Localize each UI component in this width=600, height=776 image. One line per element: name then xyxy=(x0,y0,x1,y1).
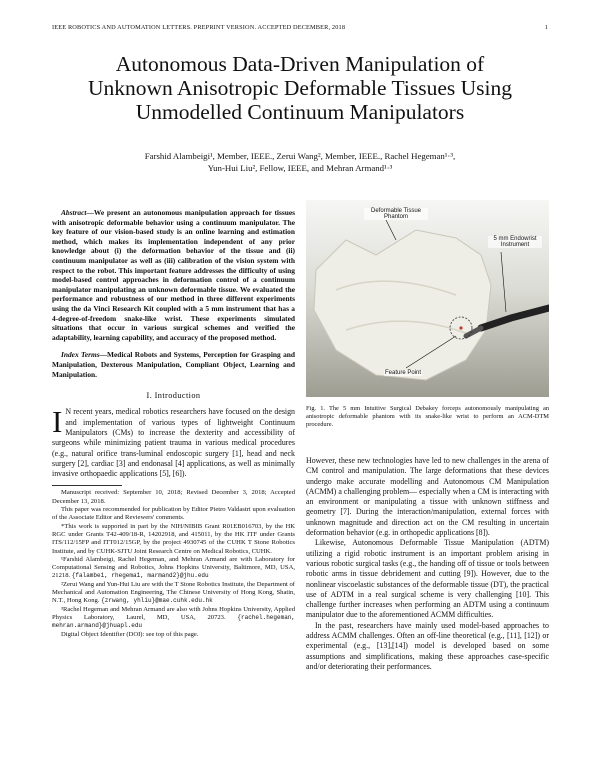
page-number: 1 xyxy=(544,24,548,31)
phantom-pointer xyxy=(386,220,396,240)
affiliation-2-text: ²Zerui Wang and Yun-Hui Liu are with the T Stone Robotics Institute, the Department of Mechanical and Automation Engineering, The Chinese University of Hong Kong, Shatin, N.T., Hong Kong. xyxy=(52,580,295,605)
right-paragraph-3: In the past, researchers have mainly used model-based approaches to address ACMM challenges. Often an off-line theoretical (e.g., [11], [12]) or experimental (e.g., [13],[14]) model is developed based on some assumptions and simplifications, making these approaches case-specific and/or deteriorating their performances. xyxy=(306,620,549,671)
label-tissue-phantom: Deformable Tissue Phantom xyxy=(364,208,428,220)
intro-paragraph xyxy=(52,404,295,479)
section-heading: I. Introduction xyxy=(146,391,201,401)
affiliation-3-text: ³Rachel Hegeman and Mehran Armand are also with Johns Hopkins University, Applied Physics Laboratory, Laurel, MD, USA, 20723. xyxy=(52,605,295,621)
instrument-shaft xyxy=(481,308,549,328)
affiliation-1-text: ¹Farshid Alambeigi, Rachel Hegeman, and Mehran Armand are with Laboratory for Computational Sensing and Robotics, Johns Hopkins University, Baltimore, MD, USA, 21218. xyxy=(52,555,295,580)
index-terms xyxy=(52,350,295,379)
author-line-1: Farshid Alambeigi¹, Member, IEEE., Zerui Wang², Member, IEEE., Rachel Hegeman¹·³, xyxy=(144,151,456,161)
footnote-affiliation-3 xyxy=(52,606,295,631)
feature-point-dot xyxy=(459,326,462,329)
figure-illustration xyxy=(306,200,549,397)
footnote-funding: *This work is supported in part by the NIH/NIBIB Grant R01EB016703, by the HK RGC under Grants T42-409/18-R, 14202918, and 415011, by the HK ITF under Grants ITS/112/15FP and ITT012/15GP, by the project 4930745 of the CUHK T Stone Robotics Institute, and by CUHK-SJTU Joint Research Centre on Medical Robotics, CUHK. xyxy=(52,522,295,555)
figure-photo xyxy=(306,200,549,397)
right-column xyxy=(306,456,549,672)
footnote-manuscript: Manuscript received: September 10, 2018; Revised December 3, 2018; Accepted December 13, 2018. xyxy=(52,489,295,505)
footnote-affiliation-2 xyxy=(52,581,295,606)
footnote-separator xyxy=(52,485,122,486)
title-line-1: Autonomous Data-Driven Manipulation of xyxy=(115,52,485,76)
affiliation-2-email[interactable]: {zrwang, yhliu}@mae.cuhk.edu.hk xyxy=(101,597,213,605)
title-line-3: Unmodelled Continuum Manipulators xyxy=(135,100,465,124)
intro-text: N recent years, medical robotics researchers have focused on the design and implementation of various types of lightweight Continuum Manipulators (CMs) to increase the dexterity and accessibility of surgeons while minimizing patient trauma in various medical procedures (e.g., natural orifice trans-luminal endoscopic surgery [1], head and neck surgery [2], cardiac [3] and endonasal [4] applications, as well as minimally invasive orthopaedic applications [5], [6]). xyxy=(52,407,295,479)
figure-caption: Fig. 1. The 5 mm Intuitive Surgical Debakey forceps autonomously manipulating an anisotropic deformable phantom with its snake-like wrist to perform an ACM-DTM procedure. xyxy=(306,405,549,429)
footnote-affiliation-1 xyxy=(52,556,295,581)
index-terms-text: Medical Robots and Systems, Perception for Grasping and Manipulation, Dexterous Manipulation, Compliant Object, Learning and Manipulation. xyxy=(52,350,296,379)
affiliation-1-email[interactable]: {falambe1, rhegema1, marmand2}@jhu.edu xyxy=(71,572,209,580)
abstract-label: Abstract— xyxy=(61,208,94,217)
instrument-pointer xyxy=(501,252,506,312)
footnotes xyxy=(52,489,295,638)
abstract xyxy=(52,208,295,342)
title-line-2: Unknown Anisotropic Deformable Tissues Using xyxy=(87,76,513,100)
affiliation-3-email[interactable]: {rachel.hegeman, mehran.armand}@jhuapl.edu xyxy=(52,613,295,630)
tissue-phantom-shape xyxy=(314,230,491,380)
drop-cap: I xyxy=(52,404,63,440)
label-feature-point: Feature Point xyxy=(385,370,422,376)
index-terms-label: Index Terms— xyxy=(61,350,108,360)
footnote-doi: Digital Object Identifier (DOI): see top of this page. xyxy=(61,630,199,638)
paper-title xyxy=(40,52,560,124)
running-head-text: IEEE ROBOTICS AND AUTOMATION LETTERS. PREPRINT VERSION. ACCEPTED DECEMBER, 2018 xyxy=(52,24,346,31)
right-paragraph-2: Likewise, Autonomous Deformable Tissue Manipulation (ADTM) utilizing a rigid robotic instrument is an important problem arising in various robotic surgical tasks (e.g., the handing off of tissue or tools between robotic arms in tissue debridement and cutting [9]). However, due to the nonlinear viscoelastic substances of the deformable tissue (DT), the practical use of ADTM in a real surgical scheme is very challenging [10]. This challenge further increases when performing an ADTM using a continuum manipulator due to the aforementioned ACMM difficulties. xyxy=(306,538,549,620)
abstract-text: We present an autonomous manipulation approach for tissues with anisotropic deformable behavior using a continuum manipulator. The key feature of our vision-based study is an online learning and estimation method, which makes its implementation independent of any prior knowledge about (i) the deformation behavior of the tissue and (ii) continuum manipulator as well as (iii) calibration of the vision system with respect to the robot. This important feature addresses the difficulty of using model-based control approaches in deformation control of a continuum manipulator manipulating an unknown deformable tissue. We evaluated the performance and robustness of our method in three different experiments using the da Vinci Research Kit coupled with a 5 mm instrument that has a 4-degree-of-freedom snake-like wrist. These experiments simulated situations that occur in various surgical schemes and verified the adaptability, learning capability, and accuracy of the proposed method. xyxy=(52,208,295,342)
author-line-2: Yun-Hui Liu², Fellow, IEEE, and Mehran Armand¹·³ xyxy=(207,163,393,173)
author-list xyxy=(40,150,560,174)
footnote-editor: This paper was recommended for publication by Editor Pietro Valdastri upon evaluation of the Associate Editor and Reviewers' comments. xyxy=(52,506,295,522)
right-paragraph-1: However, these new technologies have led to new challenges in the arena of CM control and manipulation. The large deformations that these devices undergo make accurate modelling and Autonomous CM Manipulation (ACMM) a challenging problem— especially when a CM is interacting with an environment or manipulating a tissue with unknown stiffness and geometry [7]. During the interaction/manipulation, external forces with unknown magnitude and direction act on the CM resulting in uncertain deformation behavior (e.g. in orthopedic applications [8]). xyxy=(306,456,549,538)
label-instrument: 5 mm Endowrist Instrument xyxy=(488,236,542,248)
running-header xyxy=(52,24,548,31)
left-column xyxy=(52,208,295,639)
